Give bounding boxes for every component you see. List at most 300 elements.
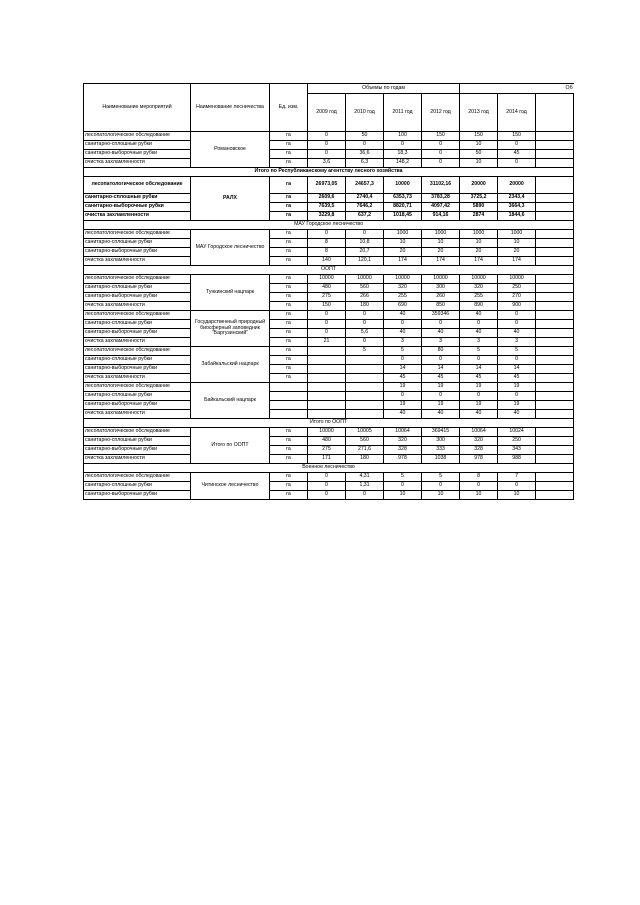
value-cell: 0: [422, 482, 460, 491]
value-cell: 5890: [460, 203, 498, 212]
activity-cell: лесопатологическое обследование: [84, 177, 191, 194]
forestry-cell: Читинское лесничество: [191, 473, 270, 500]
value-cell: 0: [346, 320, 384, 329]
table-row: [84, 302, 574, 311]
value-cell: 988: [498, 455, 536, 464]
unit-cell: [270, 392, 308, 401]
table-row: [84, 446, 574, 455]
value-cell: [346, 392, 384, 401]
value-cell: 0: [346, 338, 384, 347]
value-cell-empty: [536, 141, 574, 150]
value-cell: [308, 401, 346, 410]
value-cell: 10: [498, 491, 536, 500]
activity-cell: санитарно-выборочные рубки: [84, 401, 191, 410]
value-cell: 40: [384, 410, 422, 419]
value-cell: 45: [384, 374, 422, 383]
value-cell: 560: [346, 284, 384, 293]
value-cell: 24657,3: [346, 177, 384, 194]
value-cell: 18,3: [384, 150, 422, 159]
value-cell: 369415: [422, 428, 460, 437]
value-cell: 180: [346, 455, 384, 464]
table-row: [84, 365, 574, 374]
value-cell: 328: [460, 446, 498, 455]
value-cell: 19: [460, 401, 498, 410]
value-cell-empty: [536, 383, 574, 392]
value-cell: 850: [422, 302, 460, 311]
unit-cell: га: [270, 374, 308, 383]
activity-cell: санитарно-сплошные рубки: [84, 356, 191, 365]
value-cell: 10: [460, 239, 498, 248]
value-cell: 80: [422, 347, 460, 356]
value-cell: 0: [460, 482, 498, 491]
value-cell: 275: [308, 293, 346, 302]
table-row: [84, 150, 574, 159]
spreadsheet-page: [83, 83, 573, 508]
value-cell: 978: [384, 455, 422, 464]
value-cell-empty: [536, 302, 574, 311]
value-cell: 914,16: [422, 212, 460, 221]
value-cell: 21: [308, 338, 346, 347]
year-header: 2013 год: [460, 94, 498, 132]
section-title: Военное лесничество: [84, 464, 574, 473]
value-cell: 0: [346, 491, 384, 500]
unit-cell: га: [270, 293, 308, 302]
section-title-row: [84, 464, 574, 473]
value-cell: 5: [384, 473, 422, 482]
value-cell: 900: [498, 302, 536, 311]
year-header: 2012 год: [422, 94, 460, 132]
value-cell: 100: [384, 132, 422, 141]
col-header-forestry: Наименование лесничества: [191, 84, 270, 132]
value-cell-empty: [536, 401, 574, 410]
value-cell: 1000: [384, 230, 422, 239]
activity-cell: лесопатологическое обследование: [84, 275, 191, 284]
unit-cell: га: [270, 132, 308, 141]
value-cell: 320: [460, 437, 498, 446]
value-cell: 0: [498, 392, 536, 401]
unit-cell: га: [270, 311, 308, 320]
value-cell: 40: [498, 410, 536, 419]
unit-cell: [270, 410, 308, 419]
value-cell: 1844,6: [498, 212, 536, 221]
value-cell-empty: [536, 159, 574, 168]
value-cell: 480: [308, 437, 346, 446]
value-cell: 1000: [498, 230, 536, 239]
unit-cell: га: [270, 239, 308, 248]
unit-cell: га: [270, 194, 308, 203]
value-cell: 7639,5: [308, 203, 346, 212]
unit-cell: га: [270, 284, 308, 293]
activity-cell: санитарно-выборочные рубки: [84, 446, 191, 455]
value-cell: 4,31: [346, 473, 384, 482]
value-cell: 890: [460, 302, 498, 311]
table-row: [84, 248, 574, 257]
value-cell-empty: [536, 203, 574, 212]
table-row: [84, 177, 574, 194]
value-cell: 40: [384, 311, 422, 320]
activity-cell: санитарно-сплошные рубки: [84, 141, 191, 150]
value-cell-empty: [536, 132, 574, 141]
value-cell: 0: [308, 150, 346, 159]
value-cell-empty: [536, 491, 574, 500]
value-cell: 3229,8: [308, 212, 346, 221]
value-cell-empty: [536, 428, 574, 437]
header-row-groups: [84, 84, 574, 94]
value-cell: 320: [460, 284, 498, 293]
value-cell-empty: [536, 150, 574, 159]
year-header: 2010 год: [346, 94, 384, 132]
activity-cell: лесопатологическое обследование: [84, 428, 191, 437]
value-cell: 140: [308, 257, 346, 266]
value-cell: 0: [346, 230, 384, 239]
activity-cell: санитарно-выборочные рубки: [84, 329, 191, 338]
value-cell: [346, 383, 384, 392]
value-cell: 0: [308, 329, 346, 338]
col-header-volumes-2: Об: [460, 84, 574, 94]
value-cell: 260: [422, 293, 460, 302]
unit-cell: га: [270, 248, 308, 257]
value-cell: 3664,3: [498, 203, 536, 212]
unit-cell: га: [270, 338, 308, 347]
value-cell-empty: [536, 212, 574, 221]
activity-cell: очистка захламленности: [84, 410, 191, 419]
value-cell-empty: [536, 455, 574, 464]
value-cell: 10000: [308, 428, 346, 437]
value-cell: 50: [346, 132, 384, 141]
value-cell: [346, 356, 384, 365]
table-row: [84, 329, 574, 338]
table-row: [84, 194, 574, 203]
activity-cell: санитарно-выборочные рубки: [84, 293, 191, 302]
value-cell: 266: [346, 293, 384, 302]
section-title: ООПТ: [84, 266, 574, 275]
value-cell: 1000: [460, 230, 498, 239]
value-cell: 40: [384, 329, 422, 338]
value-cell: 10024: [498, 428, 536, 437]
value-cell: 0: [308, 473, 346, 482]
value-cell: 19: [498, 401, 536, 410]
table-row: [84, 374, 574, 383]
value-cell: 320: [384, 437, 422, 446]
table-row: [84, 356, 574, 365]
value-cell: 3: [460, 338, 498, 347]
unit-cell: га: [270, 302, 308, 311]
value-cell: 50: [460, 150, 498, 159]
table-row: [84, 212, 574, 221]
value-cell-empty: [536, 257, 574, 266]
forestry-cell: Государственный природный биосферный заповедник "Баргузинский": [191, 311, 270, 347]
table-row: [84, 383, 574, 392]
unit-cell: [270, 383, 308, 392]
value-cell: 7: [498, 473, 536, 482]
forestry-cell: Итого по ООПТ: [191, 428, 270, 464]
value-cell: 3: [498, 338, 536, 347]
value-cell: 174: [460, 257, 498, 266]
value-cell: 0: [498, 320, 536, 329]
section-title-row: [84, 419, 574, 428]
value-cell: [308, 347, 346, 356]
value-cell: 0: [460, 356, 498, 365]
value-cell: 148,2: [384, 159, 422, 168]
value-cell: 255: [384, 293, 422, 302]
value-cell: 10064: [384, 428, 422, 437]
value-cell: 40: [460, 311, 498, 320]
activity-cell: очистка захламленности: [84, 374, 191, 383]
value-cell: 20: [498, 248, 536, 257]
activity-cell: санитарно-выборочные рубки: [84, 248, 191, 257]
value-cell: 5: [346, 347, 384, 356]
table-row: [84, 159, 574, 168]
unit-cell: га: [270, 159, 308, 168]
unit-cell: га: [270, 141, 308, 150]
unit-cell: га: [270, 177, 308, 194]
value-cell: 2740,4: [346, 194, 384, 203]
activity-cell: лесопатологическое обследование: [84, 347, 191, 356]
value-cell: 2609,6: [308, 194, 346, 203]
value-cell: 8: [460, 473, 498, 482]
value-cell: 0: [422, 320, 460, 329]
value-cell: 174: [498, 257, 536, 266]
table-row: [84, 455, 574, 464]
value-cell: 0: [308, 491, 346, 500]
table-row: [84, 491, 574, 500]
value-cell: [308, 374, 346, 383]
value-cell: 0: [498, 141, 536, 150]
value-cell: 10,8: [346, 239, 384, 248]
value-cell: 19: [498, 383, 536, 392]
value-cell: 180: [346, 302, 384, 311]
value-cell: 19: [422, 401, 460, 410]
value-cell: 20,7: [346, 248, 384, 257]
value-cell-empty: [536, 284, 574, 293]
value-cell: 174: [384, 257, 422, 266]
unit-cell: га: [270, 230, 308, 239]
value-cell-empty: [536, 347, 574, 356]
value-cell: [308, 410, 346, 419]
value-cell: 333: [422, 446, 460, 455]
value-cell: 8820,71: [384, 203, 422, 212]
value-cell: 0: [346, 311, 384, 320]
activity-cell: санитарно-выборочные рубки: [84, 203, 191, 212]
value-cell-empty: [536, 275, 574, 284]
value-cell: [346, 410, 384, 419]
value-cell: 7646,2: [346, 203, 384, 212]
value-cell: 4097,42: [422, 203, 460, 212]
value-cell: 40: [422, 410, 460, 419]
value-cell: 250: [498, 437, 536, 446]
value-cell: 3783,28: [422, 194, 460, 203]
value-cell: 19: [460, 383, 498, 392]
activity-cell: лесопатологическое обследование: [84, 230, 191, 239]
section-title: Итого по Республиканскому агентству лесного хозяйства: [84, 168, 574, 177]
year-header: 2009 год: [308, 94, 346, 132]
value-cell: 19: [384, 383, 422, 392]
value-cell: 10000: [384, 275, 422, 284]
forestry-cell: РАЛХ: [191, 177, 270, 221]
value-cell: 0: [384, 141, 422, 150]
table-row: [84, 347, 574, 356]
table-row: [84, 410, 574, 419]
value-cell: 6353,73: [384, 194, 422, 203]
value-cell: 5: [422, 473, 460, 482]
unit-cell: га: [270, 365, 308, 374]
value-cell: 40: [460, 410, 498, 419]
value-cell-empty: [536, 230, 574, 239]
value-cell: 0: [308, 141, 346, 150]
value-cell: 0: [422, 392, 460, 401]
value-cell: 0: [384, 392, 422, 401]
value-cell: [346, 365, 384, 374]
value-cell: 40: [460, 329, 498, 338]
value-cell: 31102,16: [422, 177, 460, 194]
value-cell: 0: [422, 356, 460, 365]
value-cell: 0: [460, 320, 498, 329]
value-cell: 6,3: [346, 159, 384, 168]
value-cell: 300: [422, 284, 460, 293]
table-row: [84, 230, 574, 239]
value-cell: 480: [308, 284, 346, 293]
value-cell: 5: [460, 347, 498, 356]
value-cell: 0: [498, 159, 536, 168]
unit-cell: га: [270, 428, 308, 437]
value-cell: 0: [308, 132, 346, 141]
value-cell: 10005: [346, 428, 384, 437]
value-cell: [308, 365, 346, 374]
table-row: [84, 203, 574, 212]
value-cell: 10000: [498, 275, 536, 284]
value-cell: 150: [498, 132, 536, 141]
value-cell: 359346: [422, 311, 460, 320]
activity-cell: санитарно-сплошные рубки: [84, 239, 191, 248]
value-cell: 10000: [384, 177, 422, 194]
value-cell: 10: [422, 491, 460, 500]
col-header-volumes: Объемы по годам: [308, 84, 460, 94]
value-cell: 10: [498, 239, 536, 248]
table-row: [84, 293, 574, 302]
value-cell: 10: [422, 239, 460, 248]
unit-cell: га: [270, 275, 308, 284]
table-body: [84, 132, 574, 500]
activity-cell: санитарно-сплошные рубки: [84, 320, 191, 329]
unit-cell: [270, 401, 308, 410]
col-header-unit: Ед. изм.: [270, 84, 308, 132]
value-cell: 45: [422, 374, 460, 383]
value-cell: 10000: [308, 275, 346, 284]
value-cell: 26973,05: [308, 177, 346, 194]
table-row: [84, 311, 574, 320]
value-cell-empty: [536, 392, 574, 401]
forestry-cell: Забайкальский нацпарк: [191, 347, 270, 383]
value-cell: 45: [460, 374, 498, 383]
value-cell-empty: [536, 338, 574, 347]
value-cell: 1,31: [346, 482, 384, 491]
value-cell: 0: [346, 141, 384, 150]
activity-cell: санитарно-выборочные рубки: [84, 150, 191, 159]
activity-cell: санитарно-сплошные рубки: [84, 437, 191, 446]
value-cell: 10064: [460, 428, 498, 437]
value-cell: 5: [384, 347, 422, 356]
activity-cell: санитарно-сплошные рубки: [84, 482, 191, 491]
value-cell: 0: [460, 392, 498, 401]
unit-cell: га: [270, 455, 308, 464]
value-cell: 40: [498, 329, 536, 338]
table-row: [84, 392, 574, 401]
activity-cell: лесопатологическое обследование: [84, 132, 191, 141]
value-cell: 2343,4: [498, 194, 536, 203]
value-cell: 1000: [422, 230, 460, 239]
year-header: 2011 год: [384, 94, 422, 132]
value-cell: 19: [422, 383, 460, 392]
year-header-empty: [536, 94, 574, 132]
value-cell: 0: [498, 311, 536, 320]
activity-cell: очистка захламленности: [84, 159, 191, 168]
section-title-row: [84, 221, 574, 230]
section-title-row: [84, 266, 574, 275]
activity-cell: очистка захламленности: [84, 212, 191, 221]
value-cell: 255: [460, 293, 498, 302]
col-header-activity: Наименование мероприятий: [84, 84, 191, 132]
value-cell: 978: [460, 455, 498, 464]
value-cell: 14: [422, 365, 460, 374]
value-cell: 36,6: [346, 150, 384, 159]
value-cell: 150: [308, 302, 346, 311]
activity-cell: очистка захламленности: [84, 455, 191, 464]
value-cell-empty: [536, 177, 574, 194]
value-cell: 5: [498, 347, 536, 356]
value-cell: 3: [384, 338, 422, 347]
value-cell: [308, 383, 346, 392]
activity-cell: очистка захламленности: [84, 338, 191, 347]
value-cell: 271,6: [346, 446, 384, 455]
unit-cell: га: [270, 491, 308, 500]
activity-cell: санитарно-сплошные рубки: [84, 194, 191, 203]
unit-cell: га: [270, 320, 308, 329]
table-row: [84, 284, 574, 293]
value-cell: 1018,45: [384, 212, 422, 221]
unit-cell: га: [270, 203, 308, 212]
value-cell-empty: [536, 239, 574, 248]
value-cell: 0: [308, 230, 346, 239]
table-row: [84, 428, 574, 437]
activity-cell: лесопатологическое обследование: [84, 473, 191, 482]
activity-cell: санитарно-сплошные рубки: [84, 392, 191, 401]
value-cell: 300: [422, 437, 460, 446]
value-cell: 0: [308, 320, 346, 329]
value-cell-empty: [536, 311, 574, 320]
table-row: [84, 320, 574, 329]
unit-cell: га: [270, 212, 308, 221]
section-title: МАУ Городское лесничество: [84, 221, 574, 230]
value-cell: 0: [422, 141, 460, 150]
value-cell: 10: [384, 239, 422, 248]
value-cell: 14: [498, 365, 536, 374]
value-cell: 3725,2: [460, 194, 498, 203]
value-cell-empty: [536, 194, 574, 203]
value-cell: 150: [460, 132, 498, 141]
value-cell: 343: [498, 446, 536, 455]
value-cell-empty: [536, 293, 574, 302]
value-cell-empty: [536, 374, 574, 383]
value-cell: 0: [384, 482, 422, 491]
value-cell-empty: [536, 248, 574, 257]
value-cell: 3,6: [308, 159, 346, 168]
value-cell-empty: [536, 329, 574, 338]
value-cell: 10000: [346, 275, 384, 284]
table-row: [84, 275, 574, 284]
unit-cell: га: [270, 329, 308, 338]
table-row: [84, 473, 574, 482]
value-cell: 0: [422, 150, 460, 159]
